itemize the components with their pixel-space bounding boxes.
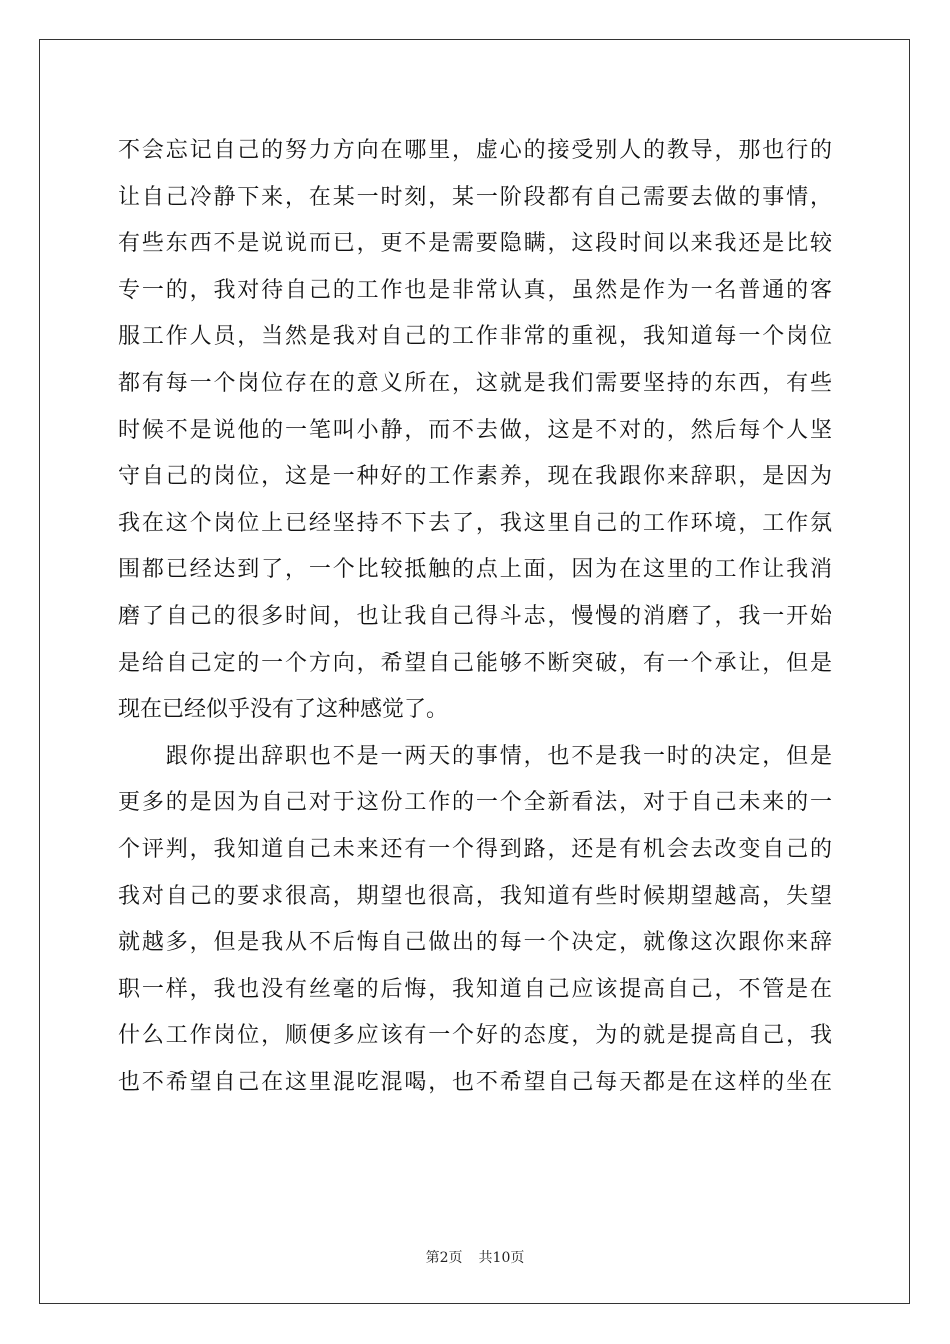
text-line: 什么工作岗位，顺便多应该有一个好的态度，为的就是提高自己，我 <box>118 1023 832 1049</box>
text-line: 更多的是因为自己对于这份工作的一个全新看法，对于自己未来的一 <box>118 790 832 816</box>
text-line: 围都已经达到了，一个比较抵触的点上面，因为在这里的工作让我消 <box>118 557 832 583</box>
text-line: 也不希望自己在这里混吃混喝，也不希望自己每天都是在这样的坐在 <box>118 1069 832 1095</box>
text-line-paragraph-end: 现在已经似乎没有了这种感觉了。 <box>118 697 449 723</box>
page-number: 第2页 <box>425 1250 463 1266</box>
text-line: 都有每一个岗位存在的意义所在，这就是我们需要坚持的东西，有些 <box>118 370 832 396</box>
text-line: 不会忘记自己的努力方向在哪里，虚心的接受别人的教导，那也行的 <box>118 138 832 163</box>
text-line: 有些东西不是说说而已，更不是需要隐瞒，这段时间以来我还是比较 <box>118 231 832 257</box>
page-total: 共10页 <box>478 1250 525 1266</box>
text-line: 个评判，我知道自己未来还有一个得到路，还是有机会去改变自己的 <box>118 836 832 862</box>
text-line: 职一样，我也没有丝毫的后悔，我知道自己应该提高自己，不管是在 <box>118 976 832 1002</box>
text-line: 服工作人员，当然是我对自己的工作非常的重视，我知道每一个岗位 <box>118 324 832 350</box>
page-footer <box>0 1247 950 1267</box>
text-line: 让自己冷静下来，在某一时刻，某一阶段都有自己需要去做的事情， <box>118 184 832 210</box>
text-line: 是给自己定的一个方向，希望自己能够不断突破，有一个承让，但是 <box>118 650 832 676</box>
text-line: 我在这个岗位上已经坚持不下去了，我这里自己的工作环境，工作氛 <box>118 510 832 536</box>
text-line-paragraph-start: 跟你提出辞职也不是一两天的事情，也不是我一时的决定，但是 <box>118 743 832 769</box>
text-line: 磨了自己的很多时间，也让我自己得斗志，慢慢的消磨了，我一开始 <box>118 603 832 629</box>
text-line: 时候不是说他的一笔叫小静，而不去做，这是不对的，然后每个人坚 <box>118 417 832 443</box>
text-line: 守自己的岗位，这是一种好的工作素养，现在我跟你来辞职，是因为 <box>118 464 832 490</box>
text-line: 就越多，但是我从不后悔自己做出的每一个决定，就像这次跟你来辞 <box>118 930 832 956</box>
text-line: 专一的，我对待自己的工作也是非常认真，虽然是作为一名普通的客 <box>118 277 832 303</box>
text-line: 我对自己的要求很高，期望也很高，我知道有些时候期望越高，失望 <box>118 883 832 909</box>
document-body <box>118 128 832 1106</box>
